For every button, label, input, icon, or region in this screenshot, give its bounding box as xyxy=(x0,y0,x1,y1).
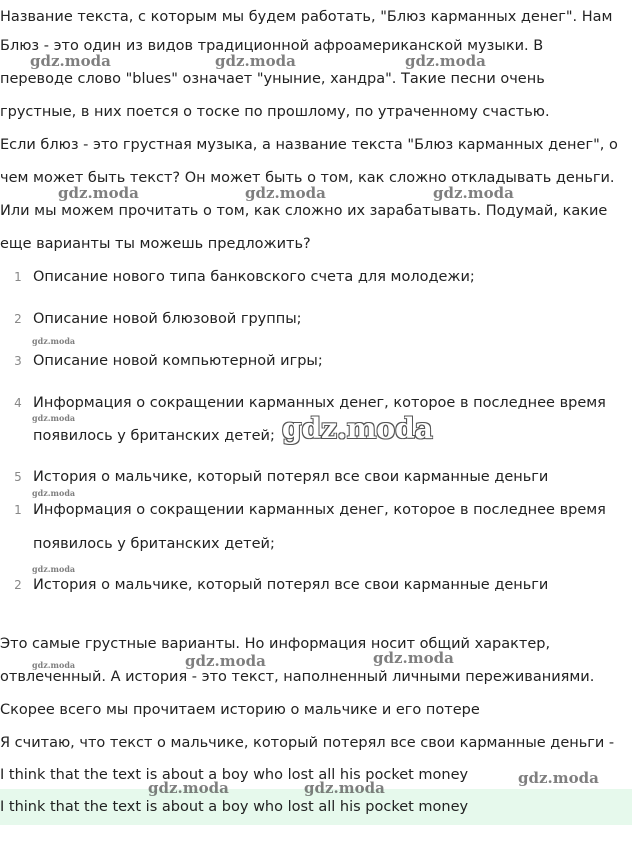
answer-text: I think that the text is about a boy who lost all his pocket money xyxy=(0,799,469,815)
watermark: gdz.moda xyxy=(32,564,76,574)
list-item-text: Описание нового типа банковского счета для молодежи; xyxy=(33,269,475,285)
text-line: Скорее всего мы прочитаем историю о мальчике и его потере xyxy=(0,702,480,718)
text-line: отвлеченный. А история - это текст, наполненный личными переживаниями. xyxy=(0,669,595,685)
watermark: gdz.moda xyxy=(30,52,111,70)
watermark: gdz.moda xyxy=(518,769,599,787)
list-number: 1 xyxy=(14,270,22,284)
list-item-text: Информация о сокращении карманных денег, которое в последнее время xyxy=(33,395,606,411)
list-item-text: Описание новой блюзовой группы; xyxy=(33,311,302,327)
list-item-continuation xyxy=(0,532,632,556)
list-number: 3 xyxy=(14,354,22,368)
watermark: gdz.moda xyxy=(215,52,296,70)
text-line: переводе слово "blues" означает "уныние, хандра". Такие песни очень xyxy=(0,71,545,87)
text-line: Блюз - это один из видов традиционной афроамериканской музыки. В xyxy=(0,38,544,54)
watermark: gdz.moda xyxy=(58,184,139,202)
watermark: gdz.moda xyxy=(245,184,326,202)
text-line: I think that the text is about a boy who lost all his pocket money xyxy=(0,767,469,783)
text-line: Если блюз - это грустная музыка, а название текста "Блюз карманных денег", о xyxy=(0,137,618,153)
watermark: gdz.moda xyxy=(32,413,76,423)
text-line: еще варианты ты можешь предложить? xyxy=(0,236,311,252)
list-item-text: Описание новой компьютерной игры; xyxy=(33,353,323,369)
list-item xyxy=(0,573,632,597)
list-number: 2 xyxy=(14,312,22,326)
watermark: gdz.moda xyxy=(373,649,454,667)
list-item xyxy=(0,465,632,489)
watermark: gdz.moda xyxy=(185,652,266,670)
text-line: Я считаю, что текст о мальчике, который потерял все свои карманные деньги - xyxy=(0,735,615,751)
list-item-text: появилось у британских детей; xyxy=(33,428,275,444)
list-number: 5 xyxy=(14,470,22,484)
list-item-text: появилось у британских детей; xyxy=(33,536,275,552)
list-number: 1 xyxy=(14,503,22,517)
list-item xyxy=(0,498,632,522)
watermark: gdz.moda xyxy=(433,184,514,202)
list-item xyxy=(0,307,632,331)
list-item xyxy=(0,265,632,289)
list-item-text: История о мальчике, который потерял все свои карманные деньги xyxy=(33,469,549,485)
text-line: Или мы можем прочитать о том, как сложно их зарабатывать. Подумай, какие xyxy=(0,203,608,219)
text-line: Это самые грустные варианты. Но информация носит общий характер, xyxy=(0,636,551,652)
watermark-large: gdz.moda xyxy=(282,412,433,445)
watermark: gdz.moda xyxy=(32,660,76,670)
list-number: 2 xyxy=(14,578,22,592)
text-line: грустные, в них поется о тоске по прошлому, по утраченному счастью. xyxy=(0,104,550,120)
list-item-text: История о мальчике, который потерял все свои карманные деньги xyxy=(33,577,549,593)
text-line: чем может быть текст? Он может быть о том, как сложно откладывать деньги. xyxy=(0,170,615,186)
text-line: Название текста, с которым мы будем работать, "Блюз карманных денег". Нам xyxy=(0,9,613,25)
watermark: gdz.moda xyxy=(148,779,229,797)
list-item xyxy=(0,349,632,373)
watermark: gdz.moda xyxy=(32,336,76,346)
watermark: gdz.moda xyxy=(405,52,486,70)
watermark: gdz.moda xyxy=(304,779,385,797)
watermark: gdz.moda xyxy=(32,488,76,498)
list-item-text: Информация о сокращении карманных денег, которое в последнее время xyxy=(33,502,606,518)
list-number: 4 xyxy=(14,396,22,410)
